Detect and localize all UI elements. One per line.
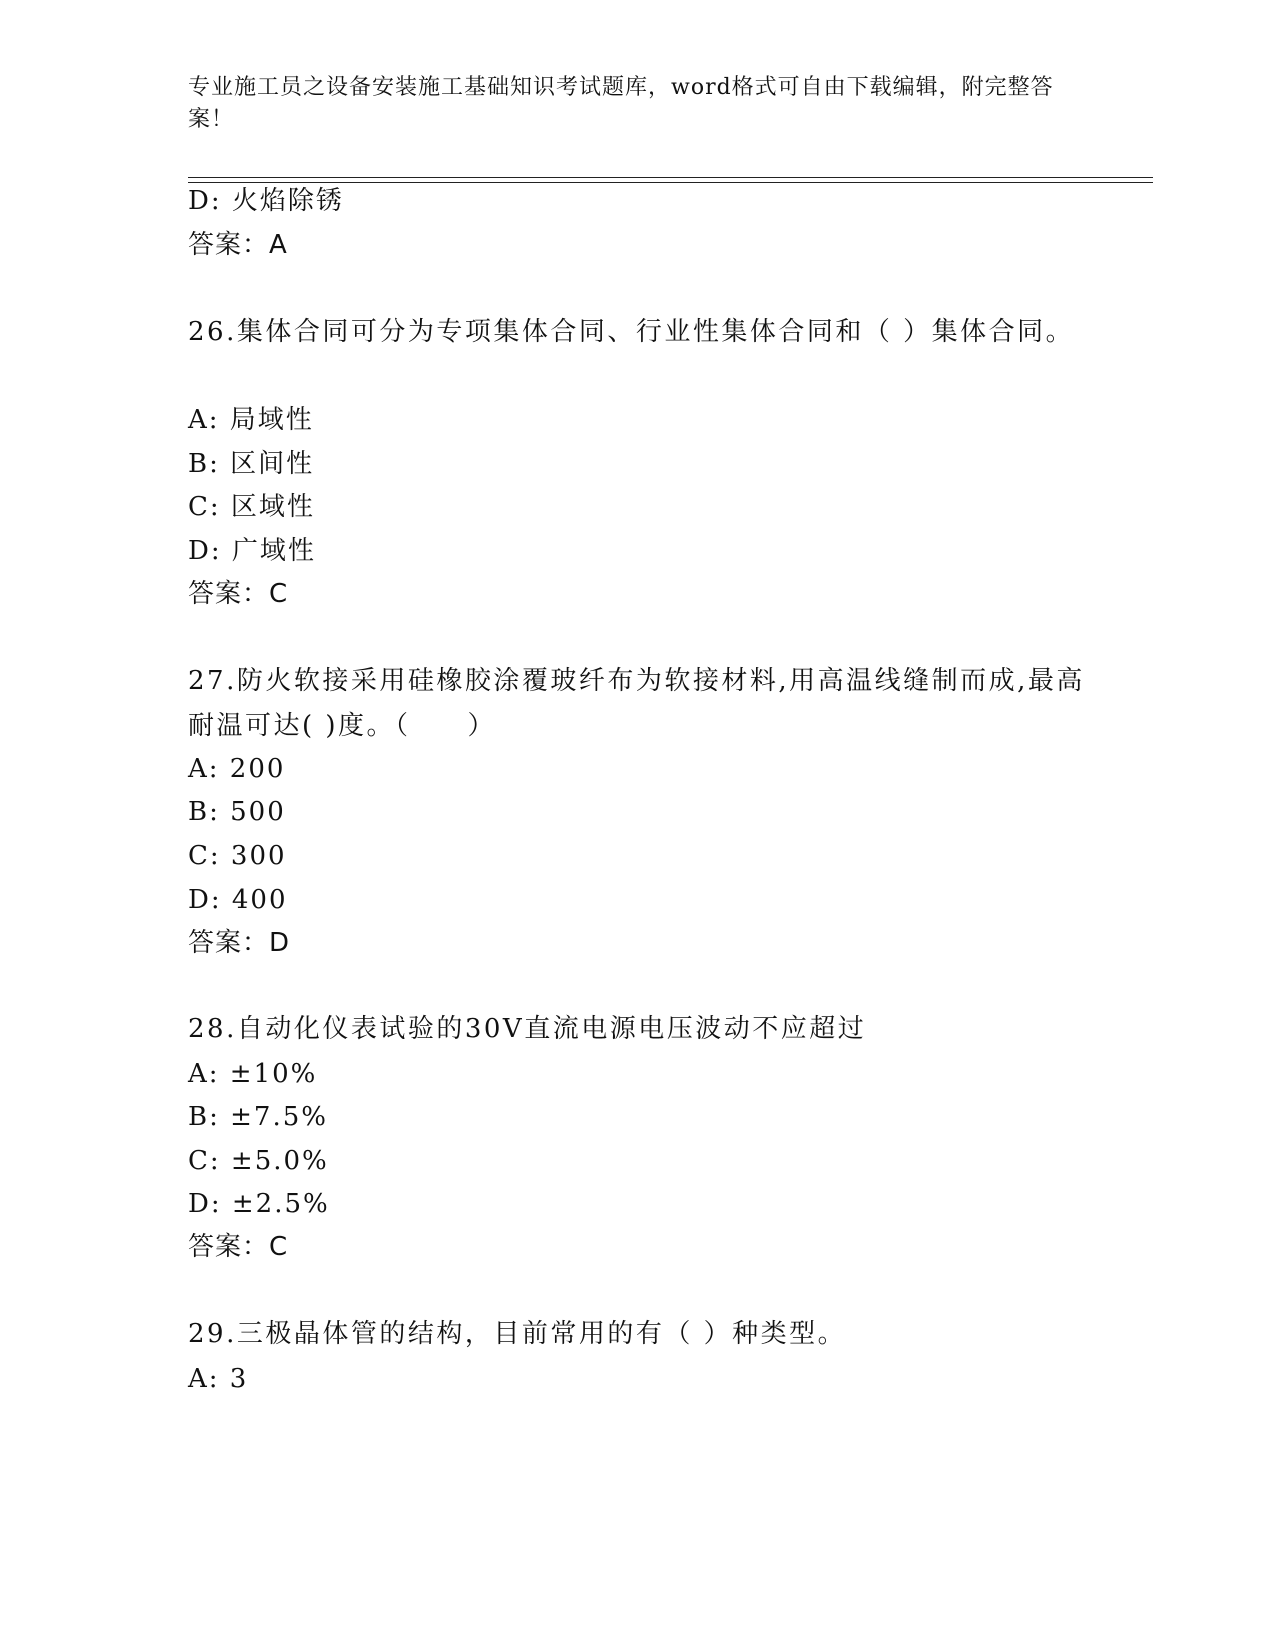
q25-answer: 答案：A	[188, 230, 288, 260]
q27-option-c: C: 300	[188, 841, 287, 871]
q28-question: 28.自动化仪表试验的30V直流电源电压波动不应超过	[188, 1014, 867, 1044]
q29-option-a: A: 3	[188, 1364, 249, 1394]
q26-option-a: A: 局域性	[188, 405, 314, 435]
q28-option-c: C: ±5.0%	[188, 1146, 329, 1176]
q26-option-b: B: 区间性	[188, 449, 315, 479]
q29-question: 29.三极晶体管的结构，目前常用的有（ ）种类型。	[188, 1319, 847, 1349]
q27-option-a: A: 200	[188, 754, 286, 784]
q27-answer: 答案：D	[188, 928, 291, 958]
q27-question: 27.防火软接采用硅橡胶涂覆玻纤布为软接材料,用高温线缝制而成,最高耐温可达( )度。（ ）	[188, 666, 1085, 741]
q28-option-b: B: ±7.5%	[188, 1102, 328, 1132]
document-header: 专业施工员之设备安装施工基础知识考试题库，word格式可自由下载编辑，附完整答案！	[188, 75, 1054, 132]
q28-answer: 答案：C	[188, 1232, 289, 1262]
q27-option-b: B: 500	[188, 797, 286, 827]
q28-option-d: D: ±2.5%	[188, 1189, 330, 1219]
q26-answer: 答案：C	[188, 579, 289, 609]
q27-option-d: D: 400	[188, 885, 288, 915]
q26-option-c: C: 区域性	[188, 492, 315, 522]
q25-option-d: D: 火焰除锈	[188, 186, 344, 216]
header-divider-top	[188, 177, 1153, 178]
q28-option-a: A: ±10%	[188, 1059, 318, 1089]
q26-question: 26.集体合同可分为专项集体合同、行业性集体合同和（ ）集体合同。	[188, 317, 1075, 347]
q26-option-d: D: 广域性	[188, 536, 316, 566]
header-divider-bottom	[188, 182, 1153, 183]
